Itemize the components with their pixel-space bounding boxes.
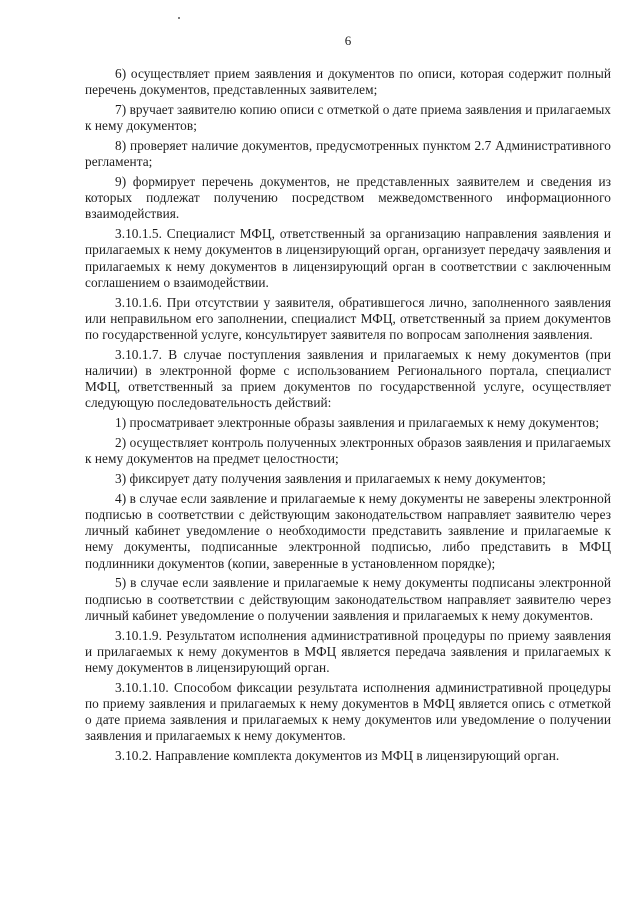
paragraph-3-10-1-10: 3.10.1.10. Способом фиксации результата исполнения административной процедуры по приему заявления и прилагаемых к нему документов в МФЦ является опись с отметкой о дате приема заявления и прилагаемых к нему документов или уведомление о получении заявления и прилагаемых к нему документов. (85, 679, 611, 744)
scan-speck (178, 17, 180, 19)
paragraph-3-10-1-7: 3.10.1.7. В случае поступления заявления и прилагаемых к нему документов (при наличии) в электронной форме с использованием Регионального портала, специалист МФЦ, ответственный за прием документов по государственной услуге, осуществляет следующую последовательность действий: (85, 346, 611, 411)
paragraph-9: 9) формирует перечень документов, не представленных заявителем и сведения из которых подлежат получению посредством межведомственного информационного взаимодействия. (85, 174, 611, 222)
paragraph-3-10-1-6: 3.10.1.6. При отсутствии у заявителя, обратившегося лично, заполненного заявления или неправильном его заполнении, специалист МФЦ, ответственный за прием документов по государственной услуге, консультирует заявителя по вопросам заполнения заявления. (85, 294, 611, 343)
paragraph-3-10-1-9: 3.10.1.9. Результатом исполнения административной процедуры по приему заявления и прилагаемых к нему документов в МФЦ является передача заявления и прилагаемых к нему документов в лицензирующий орган. (85, 627, 611, 676)
paragraph-step-1: 1) просматривает электронные образы заявления и прилагаемых к нему документов; (115, 415, 600, 431)
document-body (85, 66, 611, 764)
paragraph-3-10-2: 3.10.2. Направление комплекта документов из МФЦ в лицензирующий орган. (115, 748, 560, 764)
paragraph-6: 6) осуществляет прием заявления и документов по описи, которая содержит полный перечень документов, представленных заявителем; (85, 66, 611, 98)
paragraph-step-2: 2) осуществляет контроль полученных электронных образов заявления и прилагаемых к нему документов на предмет целостности; (85, 435, 611, 467)
paragraph-3-10-1-5: 3.10.1.5. Специалист МФЦ, ответственный за организацию направления заявления и прилагаемых к нему документов в лицензирующий орган, организует передачу заявления и прилагаемых к нему документов в лицензирующий орган в соответствии с заключенным соглашением о взаимодействии. (85, 226, 611, 290)
paragraph-8: 8) проверяет наличие документов, предусмотренных пунктом 2.7 Административного регламента; (85, 138, 611, 170)
paragraph-step-3: 3) фиксирует дату получения заявления и прилагаемых к нему документов; (115, 471, 546, 487)
paragraph-7: 7) вручает заявителю копию описи с отметкой о дате приема заявления и прилагаемых к нему документов; (85, 102, 611, 134)
paragraph-step-4: 4) в случае если заявление и прилагаемые к нему документы не заверены электронной подписью в соответствии с действующим законодательством направляет заявителю через личный кабинет уведомление о необходимости представить заявление и прилагаемые к нему документы, подписанные электронной подписью, либо представить в МФЦ подлинники документов (копии, заверенные в установленном порядке); (85, 490, 611, 571)
paragraph-step-5: 5) в случае если заявление и прилагаемые к нему документы подписаны электронной подписью в соответствии с действующим законодательством направляет заявителю через личный кабинет уведомление о получении заявления и прилагаемых к нему документов. (85, 575, 611, 623)
page-number: 6 (344, 33, 352, 48)
